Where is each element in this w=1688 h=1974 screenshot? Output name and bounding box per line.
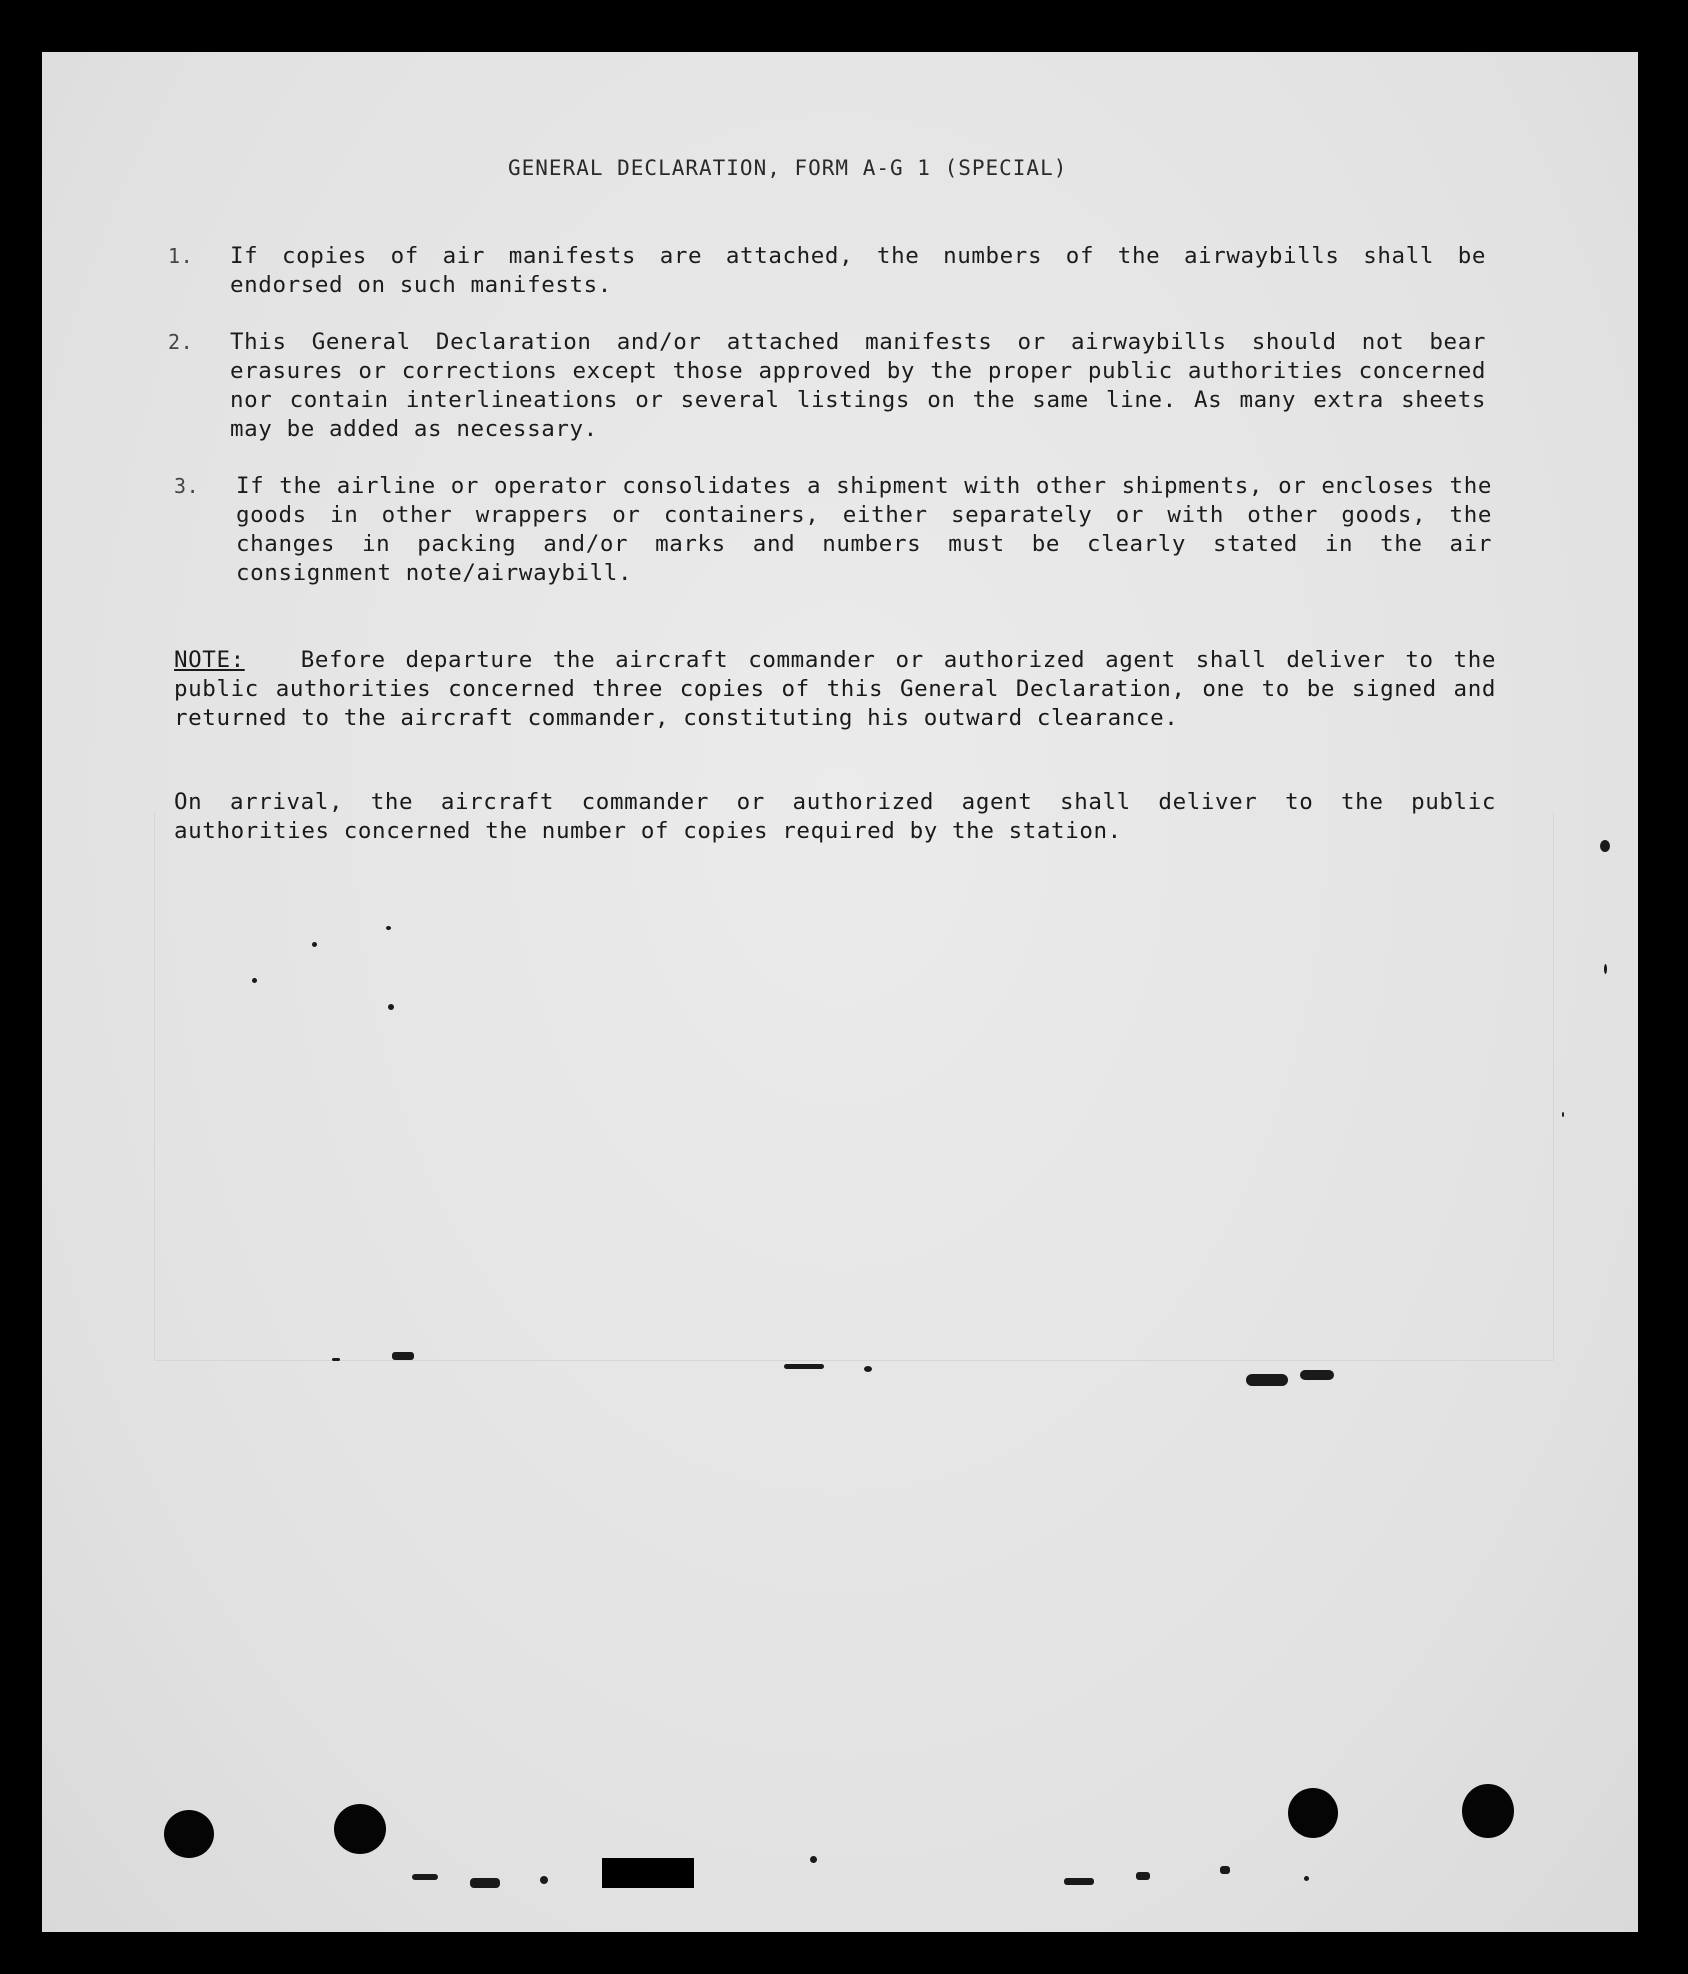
scan-speck <box>386 926 391 930</box>
scan-speck <box>1600 840 1610 852</box>
ink-smudge <box>392 1352 414 1360</box>
bleed-through-frame <box>154 812 1554 1361</box>
page-edge-notch <box>602 1858 694 1888</box>
scan-speck <box>312 942 317 947</box>
punch-hole <box>164 1810 214 1858</box>
item-text: If the airline or operator consolidates a shipment with other shipments, or encloses the goods in other wrappers or containers, either separately or with other goods, the changes in packing and/or marks and numbers must be clearly stated in the air consignment note/airwaybill. <box>236 473 1492 586</box>
note-paragraph <box>174 646 1496 733</box>
ink-smudge <box>540 1876 548 1884</box>
item-number: 3. <box>174 474 200 498</box>
arrival-paragraph: On arrival, the aircraft commander or authorized agent shall deliver to the public authorities concerned the number of copies required by the station. <box>174 789 1496 844</box>
ink-smudge <box>784 1364 824 1369</box>
ink-smudge <box>332 1358 340 1361</box>
ink-smudge <box>1304 1876 1309 1881</box>
ink-smudge <box>1246 1374 1288 1386</box>
note-label: NOTE: <box>174 647 245 673</box>
ink-smudge <box>1136 1872 1150 1880</box>
item-text: This General Declaration and/or attached manifests or airwaybills should not bear erasures or corrections except those approved by the proper public authorities concerned nor contain interlineations or several listings on the same line. As many extra sheets may be added as necessary. <box>230 329 1486 442</box>
item-text: If copies of air manifests are attached, the numbers of the airwaybills shall be endorsed on such manifests. <box>230 243 1486 298</box>
ink-smudge <box>1220 1866 1230 1874</box>
document-title: GENERAL DECLARATION, FORM A-G 1 (SPECIAL) <box>508 156 1068 180</box>
note-text: Before departure the aircraft commander or authorized agent shall deliver to the public authorities concerned three copies of this General Declaration, one to be signed and returned to the aircraft commander, constituting his outward clearance. <box>174 647 1496 731</box>
ink-smudge <box>470 1878 500 1888</box>
ink-smudge <box>1300 1370 1334 1380</box>
scan-speck <box>1604 964 1607 974</box>
ink-smudge <box>810 1856 817 1863</box>
punch-hole <box>1462 1784 1514 1838</box>
scan-speck <box>1562 1112 1564 1117</box>
ink-smudge <box>412 1874 438 1880</box>
punch-hole <box>1288 1788 1338 1838</box>
ink-smudge <box>1064 1878 1094 1885</box>
punch-hole <box>334 1804 386 1854</box>
scan-speck <box>252 978 257 983</box>
item-number: 2. <box>168 330 194 354</box>
scan-speck <box>388 1004 394 1010</box>
paper-sheet <box>42 52 1638 1932</box>
ink-smudge <box>864 1366 872 1372</box>
item-number: 1. <box>168 244 194 268</box>
